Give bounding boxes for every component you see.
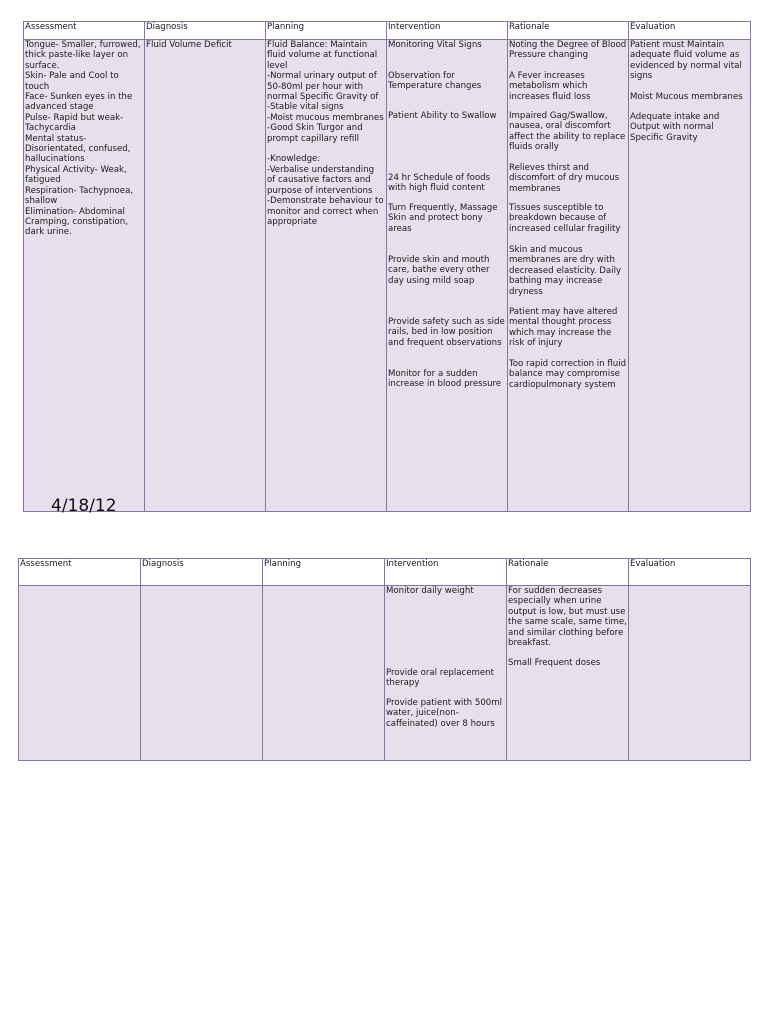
assessment-cell: [19, 586, 141, 761]
rationale-item: Noting the Degree of Blood Pressure changing: [509, 40, 627, 61]
header-evaluation: Evaluation: [629, 559, 751, 586]
rationale-item: Small Frequent doses: [508, 658, 601, 668]
care-plan-table-1: [23, 21, 751, 512]
planning-cell: [263, 586, 385, 761]
rationale-cell: [508, 40, 629, 512]
header-rationale: Rationale: [508, 22, 629, 40]
intervention-item: Provide patient with 500ml water, juice(non-caffeinated) over 8 hours: [386, 698, 503, 729]
rationale-item: Tissues susceptible to breakdown because of increased cellular fragility: [509, 203, 621, 234]
intervention-item: 24 hr Schedule of foods with high fluid content: [388, 173, 491, 194]
header-planning: Planning: [266, 22, 387, 40]
diagnosis-text: Fluid Volume Deficit: [146, 40, 232, 50]
intervention-item: Monitor for a sudden increase in blood pressure: [388, 369, 502, 390]
intervention-item: Turn Frequently, Massage Skin and protect bony areas: [388, 203, 498, 234]
intervention-cell: [387, 40, 508, 512]
assessment-text: Tongue- Smaller, furrowed, thick paste-like layer on surface. Skin- Pale and Cool to touch Face- Sunken eyes in the advanced stage Pulse- Rapid but weak- Tachycardia Mental status- Disorientated, confused, hallucinations Physical Activity- Weak, fatigued Respiration- Tachypnoea, shallow Elimination- Abdominal Cramping, constipation, dark urine.: [25, 40, 141, 238]
intervention-item: Provide safety such as side rails, bed in low position and frequent observations: [388, 317, 505, 348]
rationale-item: Relieves thirst and discomfort of dry mucous membranes: [509, 163, 620, 194]
table-header-row: [19, 559, 751, 586]
header-diagnosis: Diagnosis: [141, 559, 263, 586]
rationale-item: Impaired Gag/Swallow, nausea, oral discomfort affect the ability to replace fluids orally: [509, 111, 626, 153]
evaluation-item: Patient must Maintain adequate fluid volume as evidenced by normal vital signs: [630, 40, 742, 82]
table-row: [24, 40, 751, 512]
rationale-item: A Fever increases metabolism which increases fluid loss: [509, 71, 591, 102]
table-header-row: [24, 22, 751, 40]
assessment-cell: [24, 40, 145, 512]
care-plan-table-2: [18, 558, 751, 761]
rationale-item: Patient may have altered mental thought process which may increase the risk of injury: [509, 307, 618, 349]
planning-text: Fluid Balance: Maintain fluid volume at functional level -Normal urinary output of 50-80ml per hour with normal Specific Gravity of -Stable vital signs -Moist mucous membranes -Good Skin Turgor and prompt capillary refill -Knowledge: -Verbalise understanding of causative factors and purpose of interventions -Demonstrate behaviour to monitor and correct when appropriate: [267, 40, 384, 227]
evaluation-item: Moist Mucous membranes: [630, 92, 743, 102]
rationale-item: Too rapid correction in fluid balance may compromise cardiopulmonary system: [509, 359, 627, 390]
intervention-item: Patient Ability to Swallow: [388, 111, 497, 121]
intervention-item: Monitor daily weight: [386, 586, 474, 596]
evaluation-cell: [629, 40, 751, 512]
intervention-item: Provide skin and mouth care, bathe every other day using mild soap: [388, 255, 490, 286]
header-planning: Planning: [263, 559, 385, 586]
rationale-cell: [507, 586, 629, 761]
diagnosis-cell: [141, 586, 263, 761]
intervention-item: Monitoring Vital Signs: [388, 40, 482, 50]
diagnosis-cell: [145, 40, 266, 512]
evaluation-item: Adequate intake and Output with normal Specific Gravity: [630, 112, 720, 143]
rationale-item: For sudden decreases especially when urine output is low, but must use the same scale, same time, and similar clothing before breakfast.: [508, 586, 627, 649]
header-intervention: Intervention: [385, 559, 507, 586]
header-intervention: Intervention: [387, 22, 508, 40]
intervention-item: Provide oral replacement therapy: [386, 668, 494, 689]
header-evaluation: Evaluation: [629, 22, 751, 40]
rationale-item: Skin and mucous membranes are dry with decreased elasticity. Daily bathing may increase dryness: [509, 245, 622, 297]
evaluation-cell: [629, 586, 751, 761]
intervention-cell: [385, 586, 507, 761]
header-diagnosis: Diagnosis: [145, 22, 266, 40]
intervention-item: Observation for Temperature changes: [388, 71, 482, 92]
planning-cell: [266, 40, 387, 512]
header-rationale: Rationale: [507, 559, 629, 586]
date-label: 4/18/12: [51, 496, 117, 516]
header-assessment: Assessment: [24, 22, 145, 40]
header-assessment: Assessment: [19, 559, 141, 586]
table-row: [19, 586, 751, 761]
